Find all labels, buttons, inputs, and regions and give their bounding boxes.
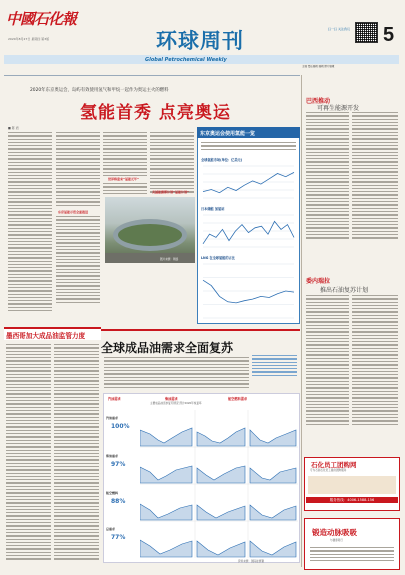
newspaper-logo: 中國石化報 (6, 10, 77, 28)
column-divider (301, 75, 302, 567)
oil-source: 资料来源：国际能源署 (238, 560, 264, 563)
oil-intro (104, 357, 249, 390)
date-line: 2020年8月27日 星期四 第3版 (8, 37, 50, 41)
gauge-label-1: 汽油需求 (106, 416, 119, 420)
ad2-subtitle: 与健康同行 (330, 539, 343, 542)
chart3 (199, 260, 298, 322)
series-line (203, 280, 294, 303)
oil-demand-chart (140, 410, 298, 558)
right-head2-b: 推出石油复苏计划 (320, 287, 369, 294)
chart1 (199, 162, 298, 202)
lead-column-1 (8, 132, 52, 313)
oil-chart-caption: 主要成品油需求复苏情况 预计2020年恢复率 (150, 402, 202, 405)
qr-caption: 扫一扫 关注我们 (328, 27, 350, 31)
feature-title: 东京奥运会使用氢能一览 (197, 127, 300, 138)
divider (4, 75, 300, 76)
stadium-photo (105, 197, 195, 263)
gauge-label-2: 柴油需求 (106, 454, 119, 458)
feature-chart1-title: 全球氢能市场(单位：亿美元) (201, 158, 243, 162)
page-number: 5 (383, 24, 395, 46)
gauge-label-4: 总需求 (106, 527, 116, 531)
stadium-base (105, 253, 195, 263)
ad2-title: 锻造动脉吸吸 (312, 528, 357, 537)
ad1-title: 石化员工团购网 (311, 461, 357, 469)
series-line (203, 172, 294, 192)
lead-column-2b (56, 216, 100, 305)
oil-headline: 全球成品油需求全面复苏 (101, 341, 234, 355)
gauge-label-3: 航空燃料 (106, 491, 119, 495)
right-column-2b (352, 295, 398, 427)
lead-column-3b (103, 183, 147, 196)
gauge-value-4: 77% (111, 534, 126, 541)
oil-chart-title-3: 航空燃料需求 (228, 397, 248, 401)
right-column-1a (306, 112, 349, 241)
lead-column-4 (150, 132, 194, 195)
lead-byline: ■ 陈 君 (8, 126, 19, 130)
lead-column-2 (56, 132, 100, 208)
lead-sub1: 东京氢能示范全面推进 (58, 210, 89, 214)
feature-chart2-title: 日本储能 加氢站 (201, 207, 225, 211)
ad1-subtitle: 专为石油石化员工提供团购服务 (310, 469, 347, 472)
ad1-hotline: 服务热线：4006-1588-156 (306, 497, 398, 503)
right-head1-a: 巴西推动 (306, 98, 331, 105)
left-column-2 (54, 344, 99, 562)
lead-sub2: 世界将迎来“氢能元年” (108, 177, 139, 181)
left-section-head: 墨西哥加大成品油监管力度 (6, 332, 86, 340)
oil-pull-quote (252, 355, 299, 385)
photo-caption: 图片来源：网络 (160, 258, 179, 261)
chart2 (199, 211, 298, 251)
lead-subhead: 2020年东京奥运会，岛屿有效使用氢气和甲烷一起作为奥运主火的燃料 (30, 88, 169, 93)
ad2-text (310, 547, 394, 563)
oil-section-rule (101, 329, 300, 331)
stadium-ring (113, 219, 187, 251)
feature-intro (201, 142, 296, 152)
right-head1-b: 可再生能源开发 (317, 105, 360, 112)
series-line (203, 221, 294, 243)
lead-column-3 (103, 132, 147, 178)
qr-code-icon[interactable] (355, 22, 378, 43)
band-right-text: 主编 责任编辑 编辑 照片编辑 (302, 65, 335, 68)
gauge-value-2: 97% (111, 461, 126, 468)
ad1-image (308, 476, 396, 494)
section-title: 环球周刊 (156, 28, 244, 53)
right-head2-a: 委内瑞拉 (306, 278, 331, 285)
lead-sub3: 美国能源部计划“氢能计划” (152, 190, 189, 194)
gauge-value-1: 100% (111, 423, 130, 430)
band-text: Global Petrochemical Weekly (145, 57, 227, 63)
oil-chart-title-1: 汽油需求 (108, 397, 121, 401)
right-column-2a (306, 295, 349, 427)
left-column-1 (6, 344, 51, 562)
right-column-1b (352, 112, 398, 241)
feature-chart3-title: LNG 在全球氢能的占比 (201, 256, 235, 260)
lead-headline: 氢能首秀 点亮奥运 (80, 103, 231, 123)
gauge-value-3: 88% (111, 498, 126, 505)
oil-chart-title-2: 柴油需求 (165, 397, 178, 401)
